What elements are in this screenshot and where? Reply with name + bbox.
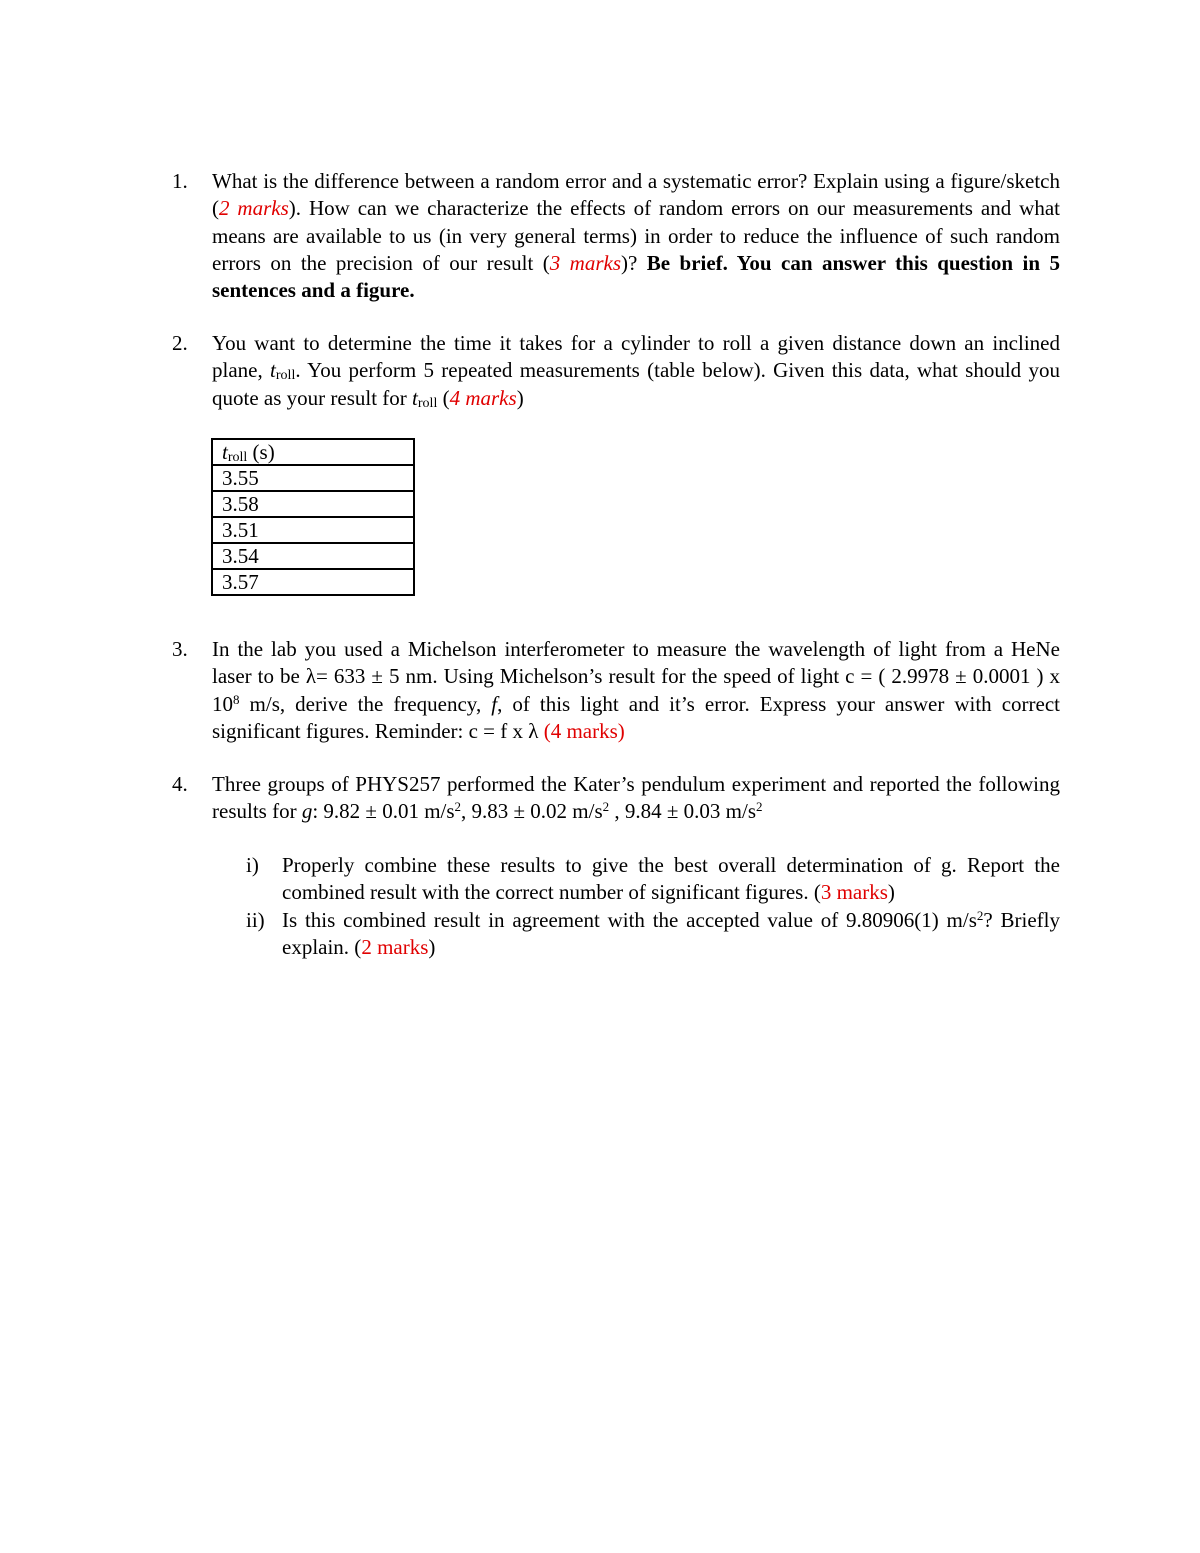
question-text: What is the difference between a random error and a systematic error? Explain using a figure/sketch (2 marks). How can we characterize the effects of random errors on our measurements and what means are available to us (in very general terms) in order to reduce the influence of such random errors on the precision of our result (3 marks)? Be brief. You can answer this question in 5 sentences and a figure.: [212, 169, 1060, 303]
question-text: In the lab you used a Michelson interferometer to measure the wavelength of light from a HeNe laser to be λ= 633 ± 5 nm. Using Michelson’s result for the speed of light c = ( 2.9978 ± 0.0001 ) x $10^8$ m/s, derive the frequency, f, of this light and it’s error. Express your answer with correct significant figures. Reminder: c = f x λ (4 marks): [212, 637, 1060, 743]
question-number: 2.: [172, 331, 188, 355]
table-header-cell: $t_{roll}$ (s): [212, 439, 414, 465]
subquestion-text: Properly combine these results to give the best overall determination of g. Report the combined result with the correct number of significant figures. (3 marks): [282, 853, 1060, 905]
subquestion-text: Is this combined result in agreement with the accepted value of 9.80906(1) $m/s^2$? Briefly explain. (2 marks): [282, 908, 1060, 960]
marks-label: 3 marks: [820, 880, 888, 905]
table-row: [212, 543, 414, 569]
table-cell: 3.58: [212, 491, 414, 517]
subquestion-label: ii): [246, 908, 265, 932]
question-number: 1.: [172, 169, 188, 193]
marks-label: (4 marks): [543, 718, 625, 743]
marks-label: 4 marks: [449, 385, 517, 410]
table-row: [212, 491, 414, 517]
table-cell: 3.54: [212, 543, 414, 569]
table-cell: 3.51: [212, 517, 414, 543]
subquestion-label: i): [246, 853, 259, 877]
question-text: You want to determine the time it takes for a cylinder to roll a given distance down an inclined plane, $t_{roll}$. You perform 5 repeated measurements (table below). Given this data, what should you quote as your result for $t_{roll}$ (4 marks): [212, 331, 1060, 411]
question-number: 4.: [172, 772, 188, 796]
question-number: 3.: [172, 637, 188, 661]
table-row: [212, 465, 414, 491]
table-row: [212, 517, 414, 543]
table-row: [212, 569, 414, 595]
table-cell: 3.57: [212, 569, 414, 595]
question-text: Three groups of PHYS257 performed the Kater’s pendulum experiment and reported the following results for g: 9.82 ± 0.01 $m/s^2$, 9.83 ± 0.02 $m/s^2$ , 9.84 ± 0.03 $m/s^2$: [212, 772, 1060, 824]
measurement-table: [211, 438, 415, 596]
marks-label: 3 marks: [549, 250, 622, 275]
marks-label: 2 marks: [361, 935, 429, 960]
bold-instruction: Be brief. You can answer this question in 5 sentences and a figure.: [212, 250, 1060, 303]
marks-label: 2 marks: [219, 196, 289, 221]
table-cell: 3.55: [212, 465, 414, 491]
table-header-row: [212, 439, 414, 465]
